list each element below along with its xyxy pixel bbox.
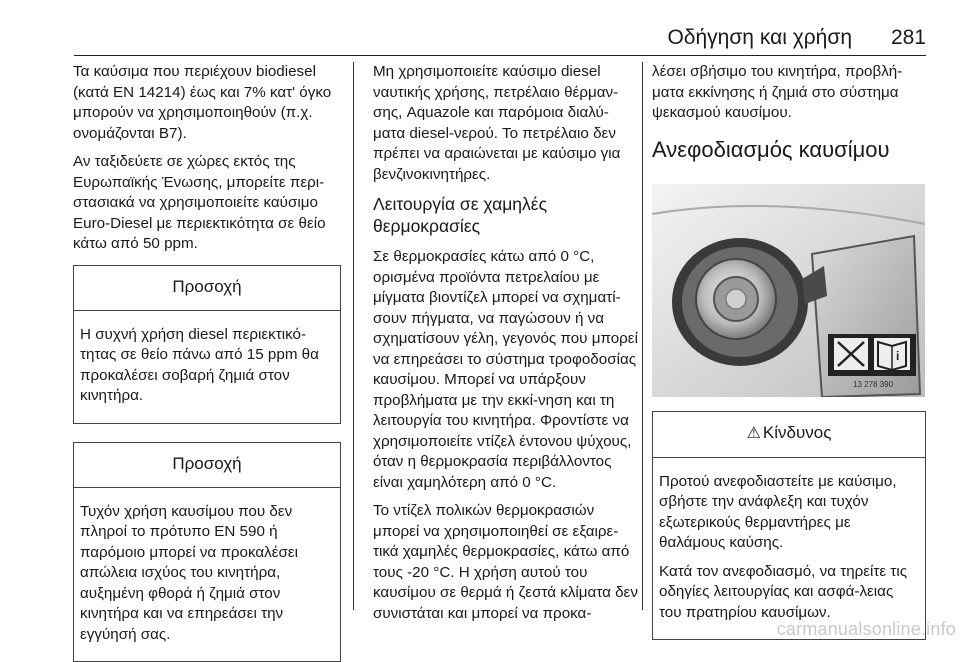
danger-text-ignition: Προτού ανεφοδιαστείτε με καύσιμο, σβήστε την ανάφλεξη και τυχόν εξωτερικούς θερμαντήρες με θαλάμους καύσης. [659,472,919,554]
header-rule [74,55,926,56]
biodiesel-paragraph: Τα καύσιμα που περιέχουν biodiesel (κατά EN 14214) έως και 7% κατ' όγκο μπορούν να χρησιμοποιηθούν (π.χ. ονομάζονται B7). [73,62,341,144]
column-divider-1 [353,62,354,610]
danger-box [652,411,926,641]
svg-text:i: i [896,349,899,363]
danger-body [653,458,925,640]
page-header [0,0,960,50]
caution-box-sulfur [73,265,341,424]
caution-title: Προσοχή [74,443,340,488]
page-number: 281 [891,26,926,50]
caution-text: Η συχνή χρήση diesel περιεκτικό-τητας σε θείο πάνω από 15 ppm θα προκαλέσει σοβαρή ζημιά στον κινητήρα. [80,325,334,407]
watermark-text: carmanualsonline.info [777,619,956,640]
arctic-diesel-paragraph: Το ντίζελ πολικών θερμοκρασιών μπορεί να χρησιμοποιηθεί σε εξαιρε-τικά χαμηλές θερμοκρασίες, κάτω από τους -20 °C. Η χρήση αυτού του καυσίμου σε θερμά ή ζεστά κλίματα δεν συνιστάται και μπορεί να προκα- [373,501,639,624]
caution-text: Τυχόν χρήση καυσίμου που δεν πληροί το πρότυπο EN 590 ή παρόμοιο μπορεί να προκαλέσει απώλεια ισχύος του κινητήρα, αυξημένη φθορά ή ζημιά στον κινητήρα και να επηρεάσει την εγγύησή σας. [80,502,334,646]
header-title: Οδήγηση και χρήση [667,26,852,50]
low-temperature-heading: Λειτουργία σε χαμηλές θερμοκρασίες [373,193,639,237]
low-temperature-paragraph: Σε θερμοκρασίες κάτω από 0 °C, ορισμένα προϊόντα πετρελαίου με μίγματα βιοντίζελ μπορεί να σχηματί-σουν πήγματα, να παγώσουν ή να σχηματίσουν γέλη, γεγονός που μπορεί να επηρεάσει το σύστημα τροφοδοσίας καυσίμου. Μπορεί να υπάρξουν προβλήματα με την εκκί-νηση και τη λειτουργία του κινητήρα. Φροντίστε να χρησιμοποιείτε ντίζελ έντονου ψύχους, όταν η θερμοκρασία περιβάλλοντος είναι χαμηλότερη από 0 °C. [373,247,639,493]
danger-title: Κίνδυνος [763,423,832,442]
column-1 [73,62,341,662]
marine-diesel-paragraph: Μη χρησιμοποιείτε καύσιμο diesel ναυτικής χρήσης, πετρέλαιο θέρμαν-σης, Aquazole και παρόμοια διαλύ-ματα diesel-νερού. Το πετρέλαιο δεν πρέπει να αραιώνεται με καύσιμο για βενζινοκινητήρες. [373,62,639,185]
warning-triangle-icon: ⚠ [747,425,761,442]
caution-body [74,311,340,423]
caution-title: Προσοχή [74,266,340,311]
refuelling-heading: Ανεφοδιασμός καυσίμου [652,136,926,164]
image-code: 13 278 390 [853,380,894,389]
caution-box-en590 [73,442,341,662]
column-3 [652,62,926,640]
continuation-paragraph: λέσει σβήσιμο του κινητήρα, προβλή-ματα εκκίνησης ή ζημιά στο σύστημα ψεκασμού καυσίμου. [652,62,926,124]
fuel-filler-flap-illustration [652,184,925,397]
caution-body [74,488,340,662]
fuel-filler-flap-image [652,184,925,397]
column-2 [373,62,639,632]
column-divider-2 [642,62,643,610]
euro-diesel-paragraph: Αν ταξιδεύετε σε χώρες εκτός της Ευρωπαϊκής Ένωσης, μπορείτε περι-στασιακά να χρησιμοποιείτε καύσιμο Euro-Diesel με περιεκτικότητα σε θείο κάτω από 50 ppm. [73,152,341,255]
danger-title-row [653,412,925,458]
danger-text-station: Κατά τον ανεφοδιασμό, να τηρείτε τις οδηγίες λειτουργίας και ασφά-λειας του πρατηρίου καυσίμων. [659,562,919,624]
